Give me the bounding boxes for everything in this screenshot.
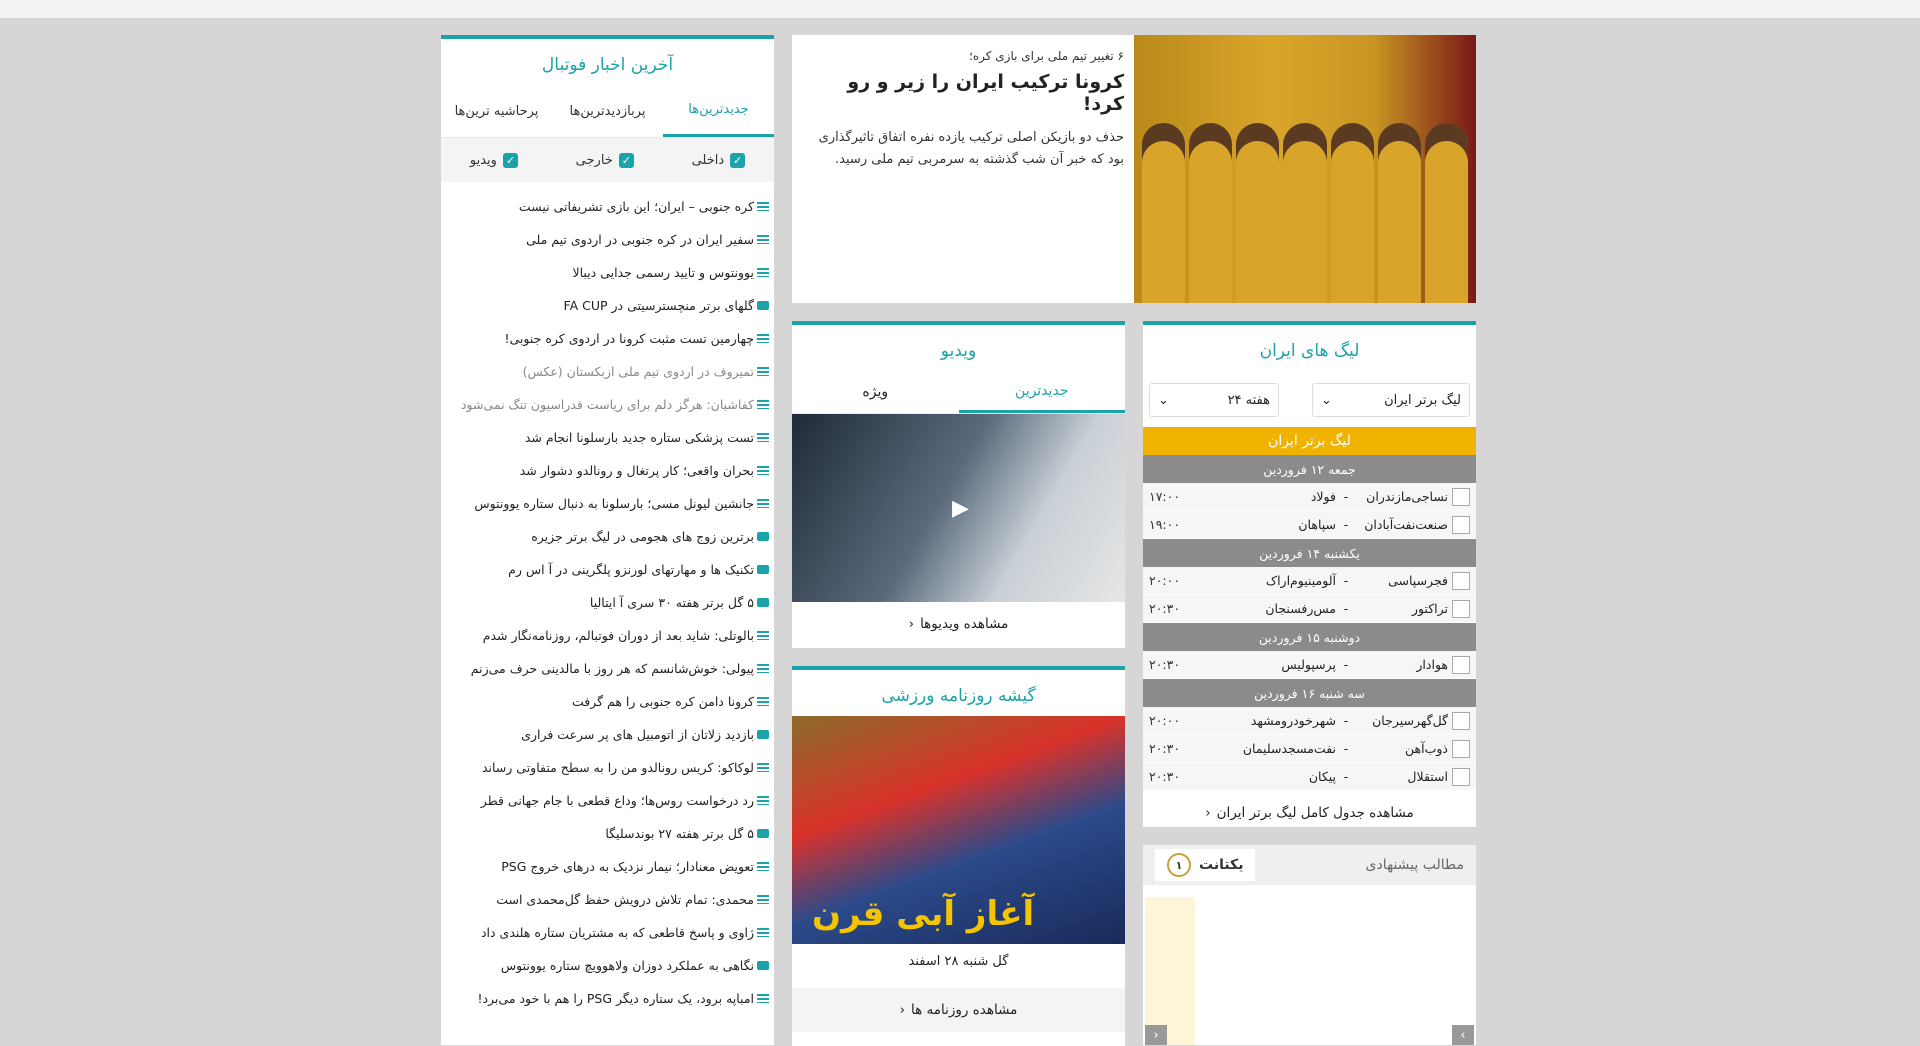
news-item[interactable]: رد درخواست روس‌ها؛ وداع قطعی با جام جهانی قطر: [441, 784, 774, 817]
news-item[interactable]: ژاوی و پاسخ قاطعی که به مشتریان ستاره هلندی داد: [441, 916, 774, 949]
article-icon: [757, 928, 769, 937]
news-item[interactable]: تکنیک ها و مهارتهای لورنزو پلگرینی در آ اس رم: [441, 553, 774, 586]
checkbox-checked-icon[interactable]: ✓: [503, 153, 518, 168]
news-item[interactable]: تمیروف در اردوی تیم ملی ازبکستان (عکس): [441, 355, 774, 388]
chevron-left-icon: ‹: [1205, 805, 1211, 821]
vs-separator: -: [1343, 713, 1349, 728]
team-logo-icon: [1452, 572, 1470, 590]
newspaper-cover[interactable]: آغاز آبی قرن: [792, 716, 1125, 944]
latest-news-title: آخرین اخبار فوتبال: [541, 55, 674, 75]
news-item[interactable]: ۵ گل برتر هفته ۳۰ سری آ ایتالیا: [441, 586, 774, 619]
team-logo-icon: [1452, 712, 1470, 730]
top-bar: [0, 0, 1920, 19]
video-icon: [757, 829, 769, 838]
chevron-left-icon[interactable]: ‹: [1145, 1025, 1167, 1045]
match-row[interactable]: [1143, 483, 1476, 511]
home-team: هوادار: [1416, 657, 1448, 672]
video-icon: [757, 532, 769, 541]
filter-domestic[interactable]: ✓ داخلی: [692, 153, 746, 168]
chevron-left-icon: ‹: [899, 1002, 906, 1018]
match-day-header: جمعه ۱۲ فروردین: [1143, 455, 1476, 483]
match-time: ۲۰:۳۰: [1149, 741, 1181, 756]
hero-lead: حذف دو بازیکن اصلی ترکیب یازده نفره اتفاق تاثیرگذاری بود که خبر آن شب گذشته به سرمربی تیم ملی رسید.: [818, 130, 1124, 167]
tab-most-viewed[interactable]: پربازدیدترین‌ها: [569, 103, 646, 119]
article-icon: [757, 400, 769, 409]
fixtures-list: [1143, 455, 1476, 791]
league-title: لیگ های ایران: [1259, 341, 1360, 361]
article-icon: [757, 697, 769, 706]
vs-separator: -: [1343, 769, 1349, 784]
article-icon: [757, 862, 769, 871]
away-team: فولاد: [1310, 489, 1336, 504]
home-team: گل‌گهرسیرجان: [1372, 713, 1448, 728]
chevron-right-icon[interactable]: ›: [1452, 1025, 1474, 1045]
vs-separator: -: [1343, 741, 1349, 756]
match-time: ۲۰:۰۰: [1149, 713, 1181, 728]
match-row[interactable]: [1143, 651, 1476, 679]
hero-image[interactable]: [1134, 35, 1476, 303]
news-item[interactable]: برترین زوج های هجومی در لیگ برتر جزیره: [441, 520, 774, 553]
tab-video-special[interactable]: ویژه: [862, 384, 889, 400]
article-icon: [757, 994, 769, 1003]
news-item[interactable]: تست پزشکی ستاره جدید بارسلونا انجام شد: [441, 421, 774, 454]
article-icon: [757, 499, 769, 508]
match-row[interactable]: [1143, 763, 1476, 791]
checkbox-checked-icon[interactable]: ✓: [619, 153, 634, 168]
news-item[interactable]: بحران واقعی؛ کار پرتغال و رونالدو دشوار شد: [441, 454, 774, 487]
news-item[interactable]: گلهای برتر منچسترسیتی در FA CUP: [441, 289, 774, 322]
news-item[interactable]: کفاشیان: هرگز دلم برای ریاست فدراسیون تنگ نمی‌شود: [441, 388, 774, 421]
newspaper-title: گیشه روزنامه ورزشی: [881, 686, 1036, 706]
video-icon: [757, 565, 769, 574]
news-item[interactable]: جانشین لیونل مسی؛ بارسلونا به دنبال ستاره یوونتوس: [441, 487, 774, 520]
away-team: پرسپولیس: [1281, 657, 1336, 672]
team-logo-icon: [1452, 768, 1470, 786]
hero-kicker: ۶ تغییر تیم ملی برای بازی کره؛: [969, 49, 1124, 63]
article-icon: [757, 895, 769, 904]
chevron-down-icon: ⌄: [1158, 392, 1169, 408]
news-filters: [441, 138, 774, 182]
news-item[interactable]: بالوتلی: شاید بعد از دوران فوتبالم، روزنامه‌نگار شدم: [441, 619, 774, 652]
news-list: [441, 182, 774, 1015]
vs-separator: -: [1343, 573, 1349, 588]
play-icon[interactable]: ▶: [952, 496, 969, 521]
home-team: نساجی‌مازندران: [1366, 489, 1448, 504]
article-icon: [757, 763, 769, 772]
news-item[interactable]: نگاهی به عملکرد دوزان ولاهوویچ ستاره یوونتوس: [441, 949, 774, 982]
news-item[interactable]: ۵ گل برتر هفته ۲۷ بوندسلیگا: [441, 817, 774, 850]
video-icon: [757, 730, 769, 739]
match-row[interactable]: [1143, 511, 1476, 539]
home-team: فجرسپاسی: [1388, 573, 1448, 588]
video-thumbnail[interactable]: [792, 414, 1125, 602]
full-table-link[interactable]: مشاهده جدول کامل لیگ برتر ایران ‹: [1205, 805, 1414, 821]
away-team: مس‌رفسنجان: [1265, 601, 1336, 616]
team-logo-icon: [1452, 656, 1470, 674]
newspaper-panel: [792, 666, 1125, 1046]
news-tabs: [441, 85, 774, 138]
tab-video-newest[interactable]: جدیدترین: [959, 371, 1126, 413]
news-item[interactable]: پیولی: خوش‌شانسم که هر روز با مالدینی حرف می‌زنم: [441, 652, 774, 685]
match-day-header: دوشنبه ۱۵ فروردین: [1143, 623, 1476, 651]
article-icon: [757, 334, 769, 343]
match-row[interactable]: [1143, 707, 1476, 735]
vs-separator: -: [1343, 517, 1349, 532]
match-time: ۱۷:۰۰: [1149, 489, 1181, 504]
away-team: آلومینیوم‌اراک: [1265, 573, 1336, 588]
match-time: ۱۹:۰۰: [1149, 517, 1181, 532]
yektanet-logo[interactable]: یکتانت ۱: [1155, 849, 1255, 881]
article-icon: [757, 796, 769, 805]
article-icon: [757, 235, 769, 244]
video-icon: [757, 301, 769, 310]
away-team: سپاهان: [1298, 517, 1336, 532]
vs-separator: -: [1343, 489, 1349, 504]
match-time: ۲۰:۳۰: [1149, 769, 1181, 784]
chevron-down-icon: ⌄: [1321, 392, 1332, 408]
filter-foreign[interactable]: ✓ خارجی: [576, 153, 634, 168]
article-icon: [757, 631, 769, 640]
hero-story[interactable]: [792, 35, 1476, 303]
news-item[interactable]: تعویض معنادار؛ نیمار نزدیک به درهای خروج PSG: [441, 850, 774, 883]
article-icon: [757, 268, 769, 277]
filter-video[interactable]: ✓ ویدیو: [470, 153, 518, 168]
video-title: ویدیو: [940, 341, 977, 361]
away-team: شهرخودرومشهد: [1250, 713, 1336, 728]
newspaper-caption: گل شنبه ۲۸ اسفند: [908, 954, 1009, 969]
news-item[interactable]: لوکاکو: کریس رونالدو من را به سطح متفاوتی رساند: [441, 751, 774, 784]
video-panel: [792, 321, 1125, 648]
team-logo-icon: [1452, 488, 1470, 506]
home-team: تراکتور: [1411, 601, 1448, 616]
team-logo-icon: [1452, 516, 1470, 534]
home-team: ذوب‌آهن: [1405, 741, 1448, 756]
badge-icon: ۱: [1167, 853, 1191, 877]
home-team: صنعت‌نفت‌آبادان: [1364, 517, 1448, 532]
article-icon: [757, 433, 769, 442]
more-newspapers-link[interactable]: مشاهده روزنامه ها ‹: [792, 988, 1125, 1032]
match-row[interactable]: [1143, 735, 1476, 763]
chevron-left-icon: ‹: [908, 616, 915, 632]
vs-separator: -: [1343, 657, 1349, 672]
league-name-header: لیگ برتر ایران: [1143, 427, 1476, 455]
news-item[interactable]: محمدی: تمام تلاش درویش حفظ گل‌محمدی است: [441, 883, 774, 916]
tab-newest[interactable]: جدیدترین‌ها: [663, 85, 774, 137]
video-icon: [757, 961, 769, 970]
more-videos-link[interactable]: مشاهده ویدیوها ‹: [908, 616, 1009, 632]
match-day-header: یکشنبه ۱۴ فروردین: [1143, 539, 1476, 567]
iran-league-panel: [1143, 321, 1476, 827]
hero-headline[interactable]: کرونا ترکیب ایران را زیر و رو کرد!: [847, 71, 1124, 115]
news-item[interactable]: امباپه برود، یک ستاره دیگر PSG را هم با خود می‌برد!: [441, 982, 774, 1015]
article-icon: [757, 664, 769, 673]
news-item[interactable]: سفیر ایران در کره جنوبی در اردوی تیم ملی: [441, 223, 774, 256]
ad-placeholder: [1145, 897, 1195, 1045]
match-time: ۲۰:۰۰: [1149, 573, 1181, 588]
suggested-panel: [1143, 845, 1476, 1045]
video-icon: [757, 598, 769, 607]
league-select[interactable]: لیگ برتر ایران ⌄: [1312, 383, 1470, 417]
news-item[interactable]: کره جنوبی – ایران؛ این بازی تشریفاتی نیست: [441, 190, 774, 223]
team-logo-icon: [1452, 600, 1470, 618]
article-icon: [757, 466, 769, 475]
match-day-header: سه شنبه ۱۶ فروردین: [1143, 679, 1476, 707]
article-icon: [757, 202, 769, 211]
news-item[interactable]: چهارمین تست مثبت کرونا در اردوی کره جنوبی!: [441, 322, 774, 355]
suggested-title: مطالب پیشنهادی: [1365, 857, 1464, 873]
match-time: ۲۰:۳۰: [1149, 601, 1181, 616]
tab-most-controversial[interactable]: پرحاشیه ترین‌ها: [454, 103, 539, 119]
match-time: ۲۰:۳۰: [1149, 657, 1181, 672]
match-row[interactable]: [1143, 595, 1476, 623]
home-team: استقلال: [1407, 769, 1448, 784]
news-item[interactable]: کرونا دامن کره جنوبی را هم گرفت: [441, 685, 774, 718]
article-icon: [757, 367, 769, 376]
away-team: پیکان: [1308, 769, 1336, 784]
match-row[interactable]: [1143, 567, 1476, 595]
news-item[interactable]: بازدید زلاتان از اتومبیل های پر سرعت فراری: [441, 718, 774, 751]
vs-separator: -: [1343, 601, 1349, 616]
news-item[interactable]: یوونتوس و تایید رسمی جدایی دیبالا: [441, 256, 774, 289]
away-team: نفت‌مسجدسلیمان: [1242, 741, 1336, 756]
latest-news-panel: [441, 35, 774, 1045]
team-logo-icon: [1452, 740, 1470, 758]
week-select[interactable]: هفته ۲۴ ⌄: [1149, 383, 1279, 417]
checkbox-checked-icon[interactable]: ✓: [730, 153, 745, 168]
